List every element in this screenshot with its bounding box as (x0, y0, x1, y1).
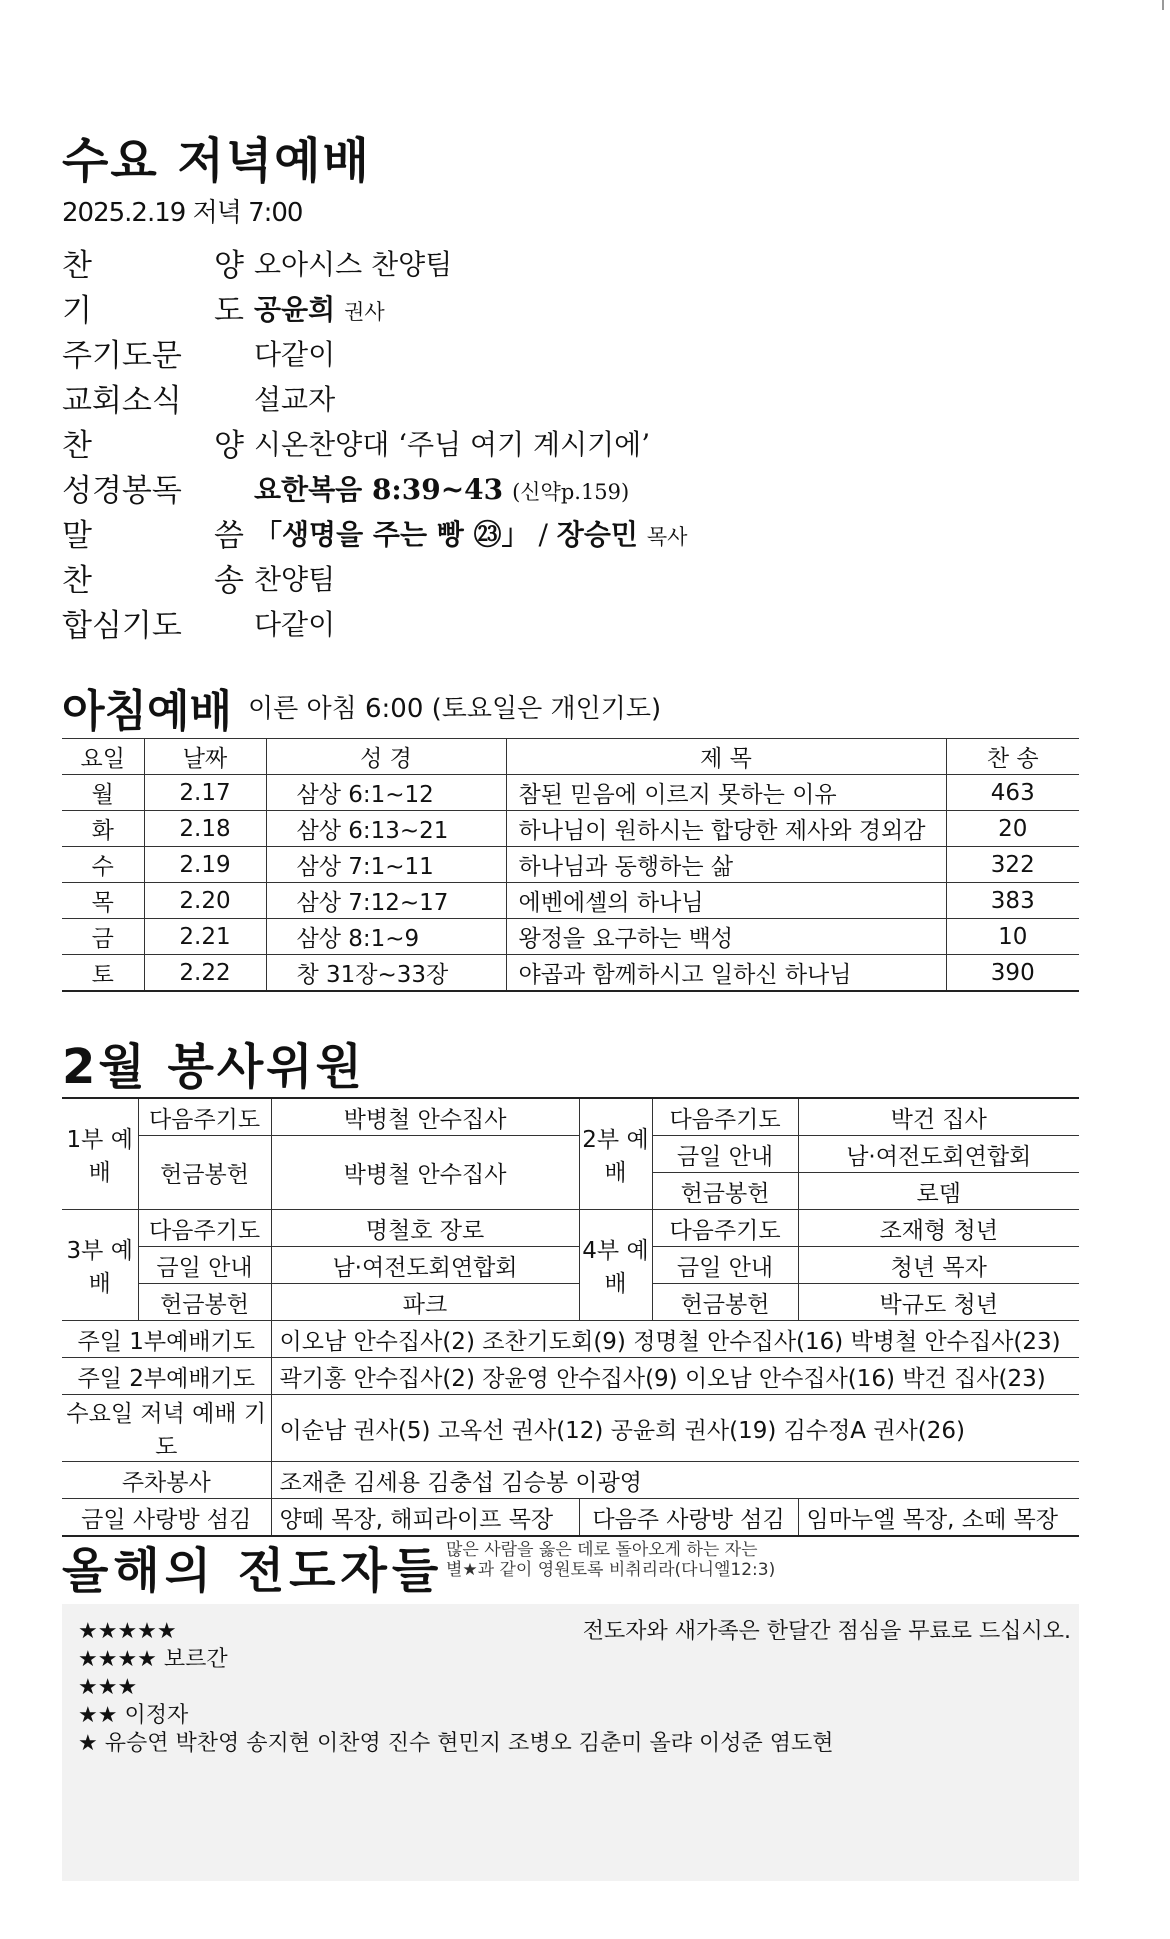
table-row: 금일 사랑방 섬김 양떼 목장, 해피라이프 목장 다음주 사랑방 섬김 임마누엘 목장, 소떼 목장 (62, 1499, 1079, 1537)
wednesday-service-title: 수요 저녁예배 (62, 133, 371, 189)
order-value: 요한복음 8:39~43 (신약p.159) (254, 472, 630, 506)
lunch-note: 전도자와 새가족은 한달간 점심을 무료로 드십시오. (582, 1619, 1071, 1644)
order-value: 다같이 (254, 607, 336, 641)
table-row: 금 2.21 삼상 8:1~9 왕정을 요구하는 백성 10 (62, 919, 1079, 955)
table-row: 금일 안내 남·여전도회연합회 금일 안내 청년 목자 (62, 1247, 1079, 1284)
table-row: 주일 1부예배기도 이오남 안수집사(2) 조찬기도회(9) 정명철 안수집사(16) 박병철 안수집사(23) (62, 1321, 1079, 1358)
list-item: ★ 유승연 박찬영 송지현 이찬영 진수 현민지 조병오 김춘미 올랴 이성준 염도현 (78, 1731, 834, 1756)
table-row: 3부 예배 다음주기도 명철호 장로 4부 예배 다음주기도 조재형 청년 (62, 1210, 1079, 1247)
evangelist-list (78, 1618, 833, 1758)
table-row: 헌금봉헌 로뎀 (62, 1173, 1079, 1210)
table-row: 수 2.19 삼상 7:1~11 하나님과 동행하는 삶 322 (62, 847, 1079, 883)
order-value: 「생명을 주는 빵 ㉓」 / 장승민 목사 (254, 517, 688, 551)
order-item: 기 도 공윤희 권사 (62, 285, 1062, 330)
order-item: 성경봉독 요한복음 8:39~43 (신약p.159) (62, 465, 1062, 510)
table-row: 주차봉사 조재춘 김세용 김충섭 김승봉 이광영 (62, 1462, 1079, 1499)
list-item: ★★★★ 보르간 (78, 1647, 228, 1672)
table-row: 헌금봉헌 파크 헌금봉헌 박규도 청년 (62, 1284, 1079, 1321)
table-row: 1부 예배 다음주기도 박병철 안수집사 2부 예배 다음주기도 박건 집사 (62, 1098, 1079, 1136)
wednesday-service-date: 2025.2.19 저녁 7:00 (62, 198, 303, 228)
evangelists-title: 올해의 전도자들 (62, 1543, 444, 1599)
morning-schedule-table (62, 738, 1079, 992)
order-item: 교회소식 설교자 (62, 375, 1062, 420)
table-row: 헌금봉헌 박병철 안수집사 금일 안내 남·여전도회연합회 (62, 1136, 1079, 1173)
order-value: 찬양팀 (254, 562, 336, 596)
order-value: 공윤희 권사 (254, 292, 385, 326)
table-row: 목 2.20 삼상 7:12~17 에벤에셀의 하나님 383 (62, 883, 1079, 919)
table-row: 토 2.22 창 31장~33장 야곱과 함께하시고 일하신 하나님 390 (62, 955, 1079, 992)
volunteers-title: 2월 봉사위원 (62, 1039, 365, 1095)
worship-order (62, 240, 1062, 645)
list-item: ★★★ (78, 1675, 138, 1700)
order-item: 주기도문 다같이 (62, 330, 1062, 375)
table-row: 화 2.18 삼상 6:13~21 하나님이 원하시는 합당한 제사와 경외감 20 (62, 811, 1079, 847)
order-item: 말 씀 「생명을 주는 빵 ㉓」 / 장승민 목사 (62, 510, 1062, 555)
corner-mark (1162, 0, 1164, 10)
morning-service-subtitle: 이른 아침 6:00 (토요일은 개인기도) (248, 694, 662, 724)
table-row: 월 2.17 삼상 6:1~12 참된 믿음에 이르지 못하는 이유 463 (62, 775, 1079, 811)
order-value: 설교자 (254, 382, 336, 416)
order-item: 찬 양 오아시스 찬양팀 (62, 240, 1062, 285)
order-item: 합심기도 다같이 (62, 600, 1062, 645)
list-item: ★★★★★ (78, 1619, 177, 1644)
order-value: 오아시스 찬양팀 (254, 247, 453, 281)
table-row: 수요일 저녁 예배 기도 이순남 권사(5) 고옥선 권사(12) 공윤희 권사(19) 김수정A 권사(26) (62, 1395, 1079, 1462)
volunteers-table (62, 1097, 1079, 1537)
list-item: ★★ 이정자 (78, 1703, 189, 1728)
order-item: 찬 양 시온찬양대 ‘주님 여기 계시기에’ (62, 420, 1062, 465)
table-header: 요일 날짜 성 경 제 목 찬 송 (62, 739, 1079, 775)
bible-verse: 많은 사람을 옳은 데로 돌아오게 하는 자는 별★과 같이 영원토록 비취리라(다니엘12:3) (446, 1540, 776, 1580)
evangelists-box (62, 1604, 1079, 1881)
order-item: 찬 송 찬양팀 (62, 555, 1062, 600)
table-row: 주일 2부예배기도 곽기홍 안수집사(2) 장윤영 안수집사(9) 이오남 안수집사(16) 박건 집사(23) (62, 1358, 1079, 1395)
order-value: 다같이 (254, 337, 336, 371)
morning-service-title: 아침예배 (62, 686, 233, 737)
order-value: 시온찬양대 ‘주님 여기 계시기에’ (254, 427, 651, 461)
